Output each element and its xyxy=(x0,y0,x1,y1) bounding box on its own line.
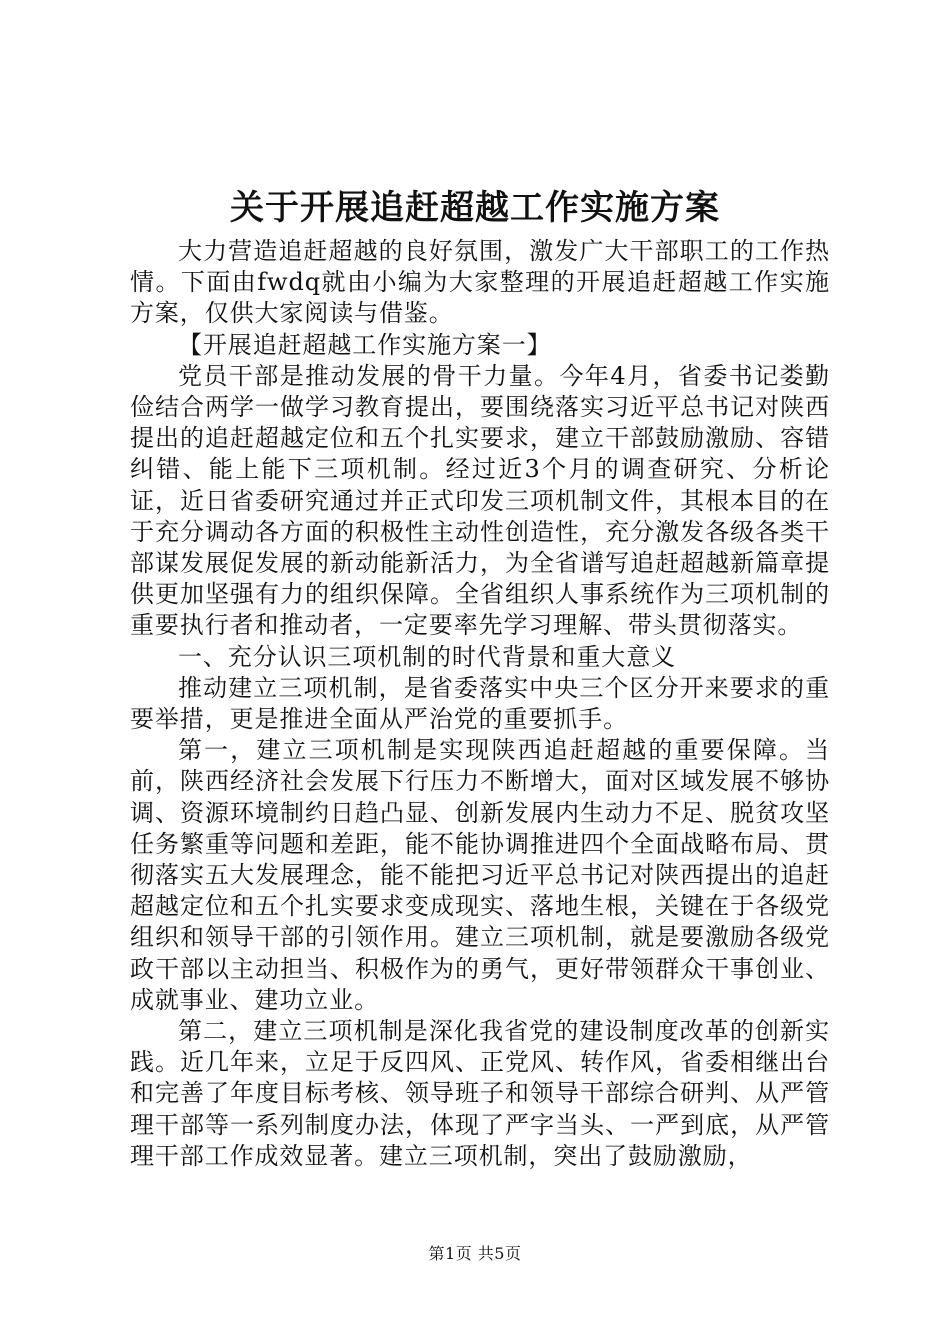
document-title: 关于开展追赶超越工作实施方案 xyxy=(230,188,720,228)
paragraph-main: 党员干部是推动发展的骨干力量。今年4月，省委书记娄勤俭结合两学一做学习教育提出，要围绕落实习近平总书记对陕西提出的追赶超越定位和五个扎实要求，建立干部鼓励激励、容错纠错、能上能下三项机制。经过近3个月的调查研究、分析论证，近日省委研究通过并正式印发三项机制文件，其根本目的在于充分调动各方面的积极性主动性创造性，充分激发各级各类干部谋发展促发展的新动能新活力，为全省谱写追赶超越新篇章提供更加坚强有力的组织保障。全省组织人事系统作为三项机制的重要执行者和推动者，一定要率先学习理解、带头贯彻落实。 xyxy=(130,361,830,640)
paragraph-section-heading: 【开展追赶超越工作实施方案一】 xyxy=(178,330,552,359)
page-number-footer: 第1页 共5页 xyxy=(428,1244,522,1263)
document-body xyxy=(130,236,830,1172)
paragraph-first: 第一，建立三项机制是实现陕西追赶超越的重要保障。当前，陕西经济社会发展下行压力不断增大，面对区域发展不够协调、资源环境制约日趋凸显、创新发展内生动力不足、脱贫攻坚任务繁重等问题和差距，能不能协调推进四个全面战略布局、贯彻落实五大发展理念，能不能把习近平总书记对陕西提出的追赶超越定位和五个扎实要求变成现实、落地生根，关键在于各级党组织和领导干部的引领作用。建立三项机制，就是要激励各级党政干部以主动担当、积极作为的勇气，更好带领群众干事创业、成就事业、建功立业。 xyxy=(130,736,830,1014)
paragraph-heading-one: 一、充分认识三项机制的时代背景和重大意义 xyxy=(178,642,676,671)
paragraph-intro: 大力营造追赶超越的良好氛围，激发广大干部职工的工作热情。下面由fwdq就由小编为大家整理的开展追赶超越工作实施方案，仅供大家阅读与借鉴。 xyxy=(130,237,830,328)
paragraph-second: 第二，建立三项机制是深化我省党的建设制度改革的创新实践。近几年来，立足于反四风、正党风、转作风，省委相继出台和完善了年度目标考核、领导班子和领导干部综合研判、从严管理干部等一系列制度办法，体现了严字当头、一严到底，从严管理干部工作成效显著。建立三项机制，突出了鼓励激励， xyxy=(130,1017,830,1170)
paragraph-mechanism: 推动建立三项机制，是省委落实中央三个区分开来要求的重要举措，更是推进全面从严治党的重要抓手。 xyxy=(130,673,830,734)
